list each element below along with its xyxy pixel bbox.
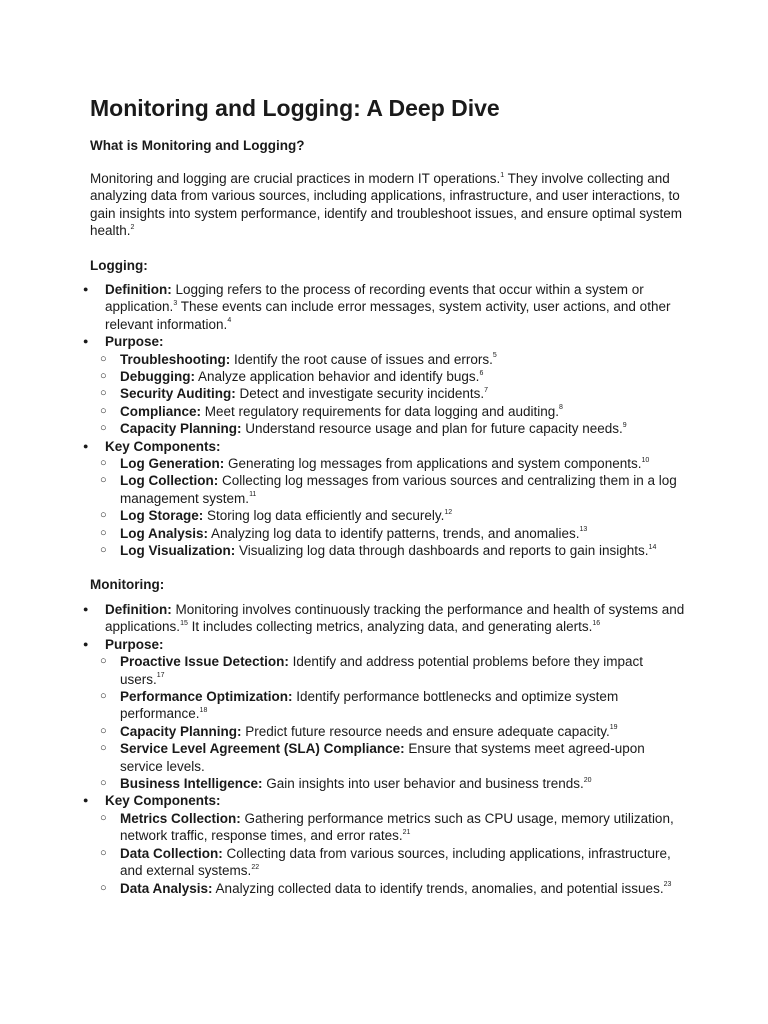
logging-components-item: [0, 438, 690, 560]
item-label: Proactive Issue Detection:: [120, 654, 289, 670]
footnote-ref[interactable]: 19: [609, 724, 618, 732]
list-item: [0, 723, 690, 740]
list-item: [0, 525, 690, 542]
item-text: It includes collecting metrics, analyzing data, and generating alerts.: [187, 619, 593, 635]
item-text: Collecting log messages from various sources and centralizing them in a log management system.: [120, 473, 677, 506]
item-text: Storing log data efficiently and securely.: [203, 508, 445, 524]
footnote-ref[interactable]: 1: [500, 171, 505, 179]
list-item: [0, 507, 690, 524]
logging-definition-item: [0, 281, 690, 333]
list-item: [0, 845, 690, 880]
footnote-ref[interactable]: 11: [249, 491, 257, 499]
footnote-ref[interactable]: 10: [641, 456, 650, 464]
intro-text-2: They involve collecting and analyzing data from various sources, including applications, infrastructure, and user interactions, to gain insights into system performance, identify and troubleshoot issues, and ensure optimal system health.: [90, 171, 683, 239]
list-item: [0, 688, 690, 723]
intro-text-1: Monitoring and logging are crucial practices in modern IT operations.: [90, 171, 501, 186]
monitoring-components-sublist: [0, 810, 690, 897]
footnote-ref[interactable]: 20: [583, 776, 592, 784]
item-label: Log Visualization:: [120, 543, 236, 559]
item-label: Purpose:: [105, 636, 164, 652]
footnote-ref[interactable]: 8: [558, 404, 563, 412]
monitoring-definition-item: [0, 601, 690, 636]
item-text: Analyzing log data to identify patterns, trends, and anomalies.: [208, 525, 580, 541]
item-text: Analyzing collected data to identify trends, anomalies, and potential issues.: [212, 880, 664, 896]
list-item: [0, 403, 690, 420]
logging-heading: Logging:: [90, 258, 148, 273]
footnote-ref[interactable]: 5: [492, 352, 497, 360]
footnote-ref[interactable]: 15: [180, 619, 188, 627]
item-label: Log Generation:: [120, 456, 225, 472]
item-text: Monitoring involves continuously tracking the performance and health of systems and applications.: [105, 602, 685, 635]
list-item: [0, 542, 690, 559]
item-text: Identify and address potential problems before they impact users.: [120, 654, 644, 687]
intro-paragraph: [90, 170, 690, 240]
logging-purpose-sublist: [0, 351, 690, 438]
logging-list: [0, 281, 690, 560]
item-text: These events can include error messages, system activity, user actions, and other relevant information.: [105, 299, 671, 332]
item-label: Data Analysis:: [120, 880, 213, 896]
footnote-ref[interactable]: 3: [173, 299, 178, 307]
footnote-ref[interactable]: 13: [579, 526, 588, 534]
section-heading-what-is: What is Monitoring and Logging?: [90, 138, 305, 153]
footnote-ref[interactable]: 4: [227, 317, 232, 325]
list-item: [0, 775, 690, 792]
item-label: Definition:: [105, 602, 172, 617]
item-label: Metrics Collection:: [120, 810, 241, 826]
footnote-ref[interactable]: 14: [648, 543, 657, 551]
footnote-ref[interactable]: 16: [592, 619, 601, 627]
item-label: Purpose:: [105, 334, 164, 350]
monitoring-purpose-sublist: [0, 653, 690, 792]
list-item: [0, 653, 690, 688]
footnote-ref[interactable]: 6: [479, 369, 484, 377]
footnote-ref[interactable]: 23: [663, 881, 672, 888]
item-label: Log Analysis:: [120, 525, 209, 541]
item-label: Definition:: [105, 282, 172, 297]
monitoring-list: [0, 601, 690, 897]
item-label: Performance Optimization:: [120, 689, 293, 705]
logging-purpose-item: [0, 333, 690, 437]
document-title: Monitoring and Logging: A Deep Dive: [90, 95, 500, 121]
item-label: Security Auditing:: [120, 386, 236, 402]
item-text: Identify performance bottlenecks and optimize system performance.: [120, 689, 619, 722]
item-text: Predict future resource needs and ensure adequate capacity.: [241, 723, 610, 739]
list-item: [0, 368, 690, 385]
item-text: Detect and investigate security incidents.: [235, 386, 485, 402]
item-label: Log Storage:: [120, 508, 204, 524]
footnote-ref[interactable]: 12: [444, 508, 453, 516]
footnote-ref[interactable]: 21: [402, 828, 411, 836]
footnote-ref[interactable]: 9: [622, 421, 627, 429]
list-item: [0, 472, 690, 507]
item-text: Collecting data from various sources, including applications, infrastructure, and external systems.: [120, 845, 671, 879]
footnote-ref[interactable]: 7: [484, 386, 489, 394]
list-item: [0, 455, 690, 472]
item-label: Service Level Agreement (SLA) Compliance:: [120, 741, 405, 757]
footnote-ref[interactable]: 2: [130, 223, 135, 231]
list-item: [0, 880, 690, 897]
item-label: Debugging:: [120, 369, 195, 385]
list-item: [0, 385, 690, 402]
list-item: [0, 351, 690, 368]
list-item: [0, 810, 690, 845]
item-label: Troubleshooting:: [120, 351, 231, 367]
item-label: Data Collection:: [120, 845, 223, 861]
footnote-ref[interactable]: 17: [156, 672, 165, 680]
item-label: Key Components:: [105, 438, 221, 454]
item-text: Ensure that systems meet agreed-upon service levels.: [120, 741, 645, 774]
item-text: Generating log messages from applications and system components.: [224, 456, 642, 472]
item-text: Gain insights into user behavior and business trends.: [262, 776, 584, 792]
monitoring-components-item: [0, 792, 690, 896]
list-item: [0, 420, 690, 437]
item-label: Business Intelligence:: [120, 776, 263, 792]
item-text: Logging refers to the process of recording events that occur within a system or application.: [105, 282, 644, 315]
item-text: Identify the root cause of issues and errors.: [230, 351, 493, 367]
item-text: Visualizing log data through dashboards and reports to gain insights.: [235, 543, 649, 559]
item-label: Capacity Planning:: [120, 421, 242, 437]
item-text: Gathering performance metrics such as CPU usage, memory utilization, network traffic, response times, and error rates.: [120, 810, 674, 844]
item-label: Compliance:: [120, 403, 202, 419]
footnote-ref[interactable]: 18: [199, 706, 208, 714]
logging-components-sublist: [0, 455, 690, 559]
item-label: Capacity Planning:: [120, 723, 242, 739]
item-label: Key Components:: [105, 793, 221, 809]
item-label: Log Collection:: [120, 473, 219, 489]
monitoring-purpose-item: [0, 636, 690, 793]
item-text: Understand resource usage and plan for future capacity needs.: [241, 421, 623, 437]
monitoring-heading: Monitoring:: [90, 577, 165, 592]
footnote-ref[interactable]: 22: [251, 863, 260, 871]
list-item: [0, 740, 690, 775]
item-text: Meet regulatory requirements for data logging and auditing.: [201, 403, 559, 419]
item-text: Analyze application behavior and identify bugs.: [194, 369, 480, 385]
